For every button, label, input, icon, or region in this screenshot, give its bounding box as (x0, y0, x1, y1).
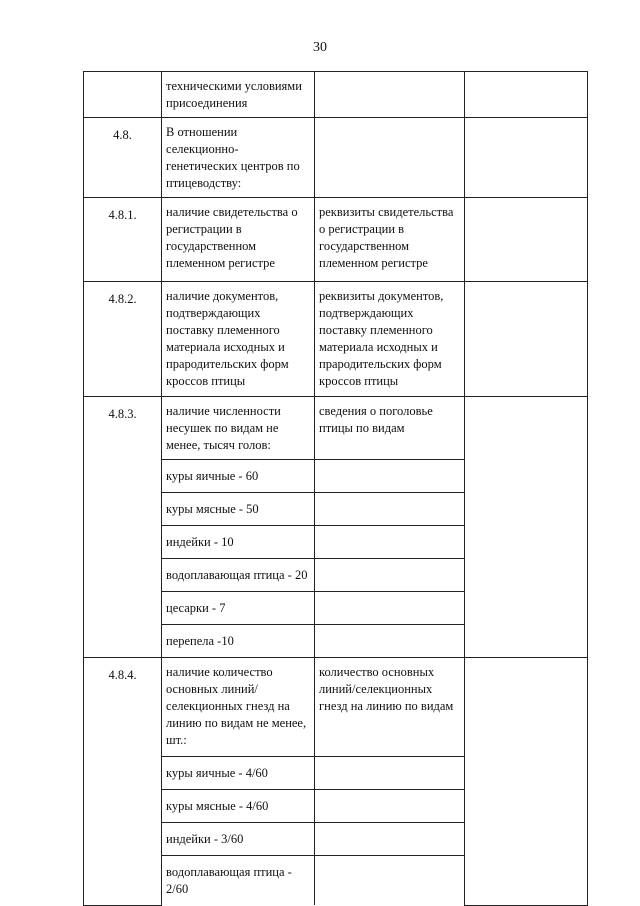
requirement-details (315, 72, 465, 118)
sub-item: куры яичные - 60 (162, 460, 315, 493)
requirement-text: наличие документов, подтверждающих поставку племенного материала исходных и прародительских форм кроссов птицы (162, 282, 315, 397)
empty-cell (315, 460, 465, 493)
requirement-details: реквизиты документов, подтверждающих поставку племенного материала исходных и прародительских форм кроссов птицы (315, 282, 465, 397)
row-number (84, 72, 162, 118)
table-row (84, 72, 588, 118)
sub-item: индейки - 3/60 (162, 823, 315, 856)
requirement-extra (465, 198, 588, 282)
requirement-extra (465, 282, 588, 397)
table-row (84, 282, 588, 397)
requirement-text: наличие количество основных линий/селекционных гнезд на линию по видам не менее, шт.: (162, 658, 315, 757)
requirement-text: наличие численности несушек по видам не менее, тысяч голов: (162, 397, 315, 460)
requirement-text: техническими условиями присоединения (162, 72, 315, 118)
requirement-details (315, 118, 465, 198)
requirement-text: наличие свидетельства о регистрации в государственном племенном регистре (162, 198, 315, 282)
row-number: 4.8.2. (84, 282, 162, 397)
requirement-details: реквизиты свидетельства о регистрации в государственном племенном регистре (315, 198, 465, 282)
table-row (84, 397, 588, 460)
empty-cell (315, 823, 465, 856)
table-row (84, 658, 588, 757)
row-number: 4.8.3. (84, 397, 162, 658)
empty-cell (315, 559, 465, 592)
table-row (84, 198, 588, 282)
sub-item: куры яичные - 4/60 (162, 757, 315, 790)
requirement-extra (465, 658, 588, 906)
requirement-details: сведения о поголовье птицы по видам (315, 397, 465, 460)
sub-item: водоплавающая птица - 2/60 (162, 856, 315, 906)
row-number: 4.8.4. (84, 658, 162, 906)
sub-item: куры мясные - 4/60 (162, 790, 315, 823)
empty-cell (315, 625, 465, 658)
requirement-extra (465, 397, 588, 658)
requirement-extra (465, 72, 588, 118)
requirement-details: количество основных линий/селекционных гнезд на линию по видам (315, 658, 465, 757)
requirements-table (83, 71, 588, 906)
sub-item: куры мясные - 50 (162, 493, 315, 526)
row-number: 4.8.1. (84, 198, 162, 282)
table-row (84, 118, 588, 198)
sub-item: цесарки - 7 (162, 592, 315, 625)
sub-item: индейки - 10 (162, 526, 315, 559)
requirement-extra (465, 118, 588, 198)
requirement-text: В отношении селекционно-генетических центров по птицеводству: (162, 118, 315, 198)
row-number: 4.8. (84, 118, 162, 198)
empty-cell (315, 493, 465, 526)
sub-item: водоплавающая птица - 20 (162, 559, 315, 592)
empty-cell (315, 790, 465, 823)
empty-cell (315, 592, 465, 625)
empty-cell (315, 526, 465, 559)
empty-cell (315, 757, 465, 790)
sub-item: перепела -10 (162, 625, 315, 658)
empty-cell (315, 856, 465, 906)
page-number: 30 (313, 40, 327, 55)
